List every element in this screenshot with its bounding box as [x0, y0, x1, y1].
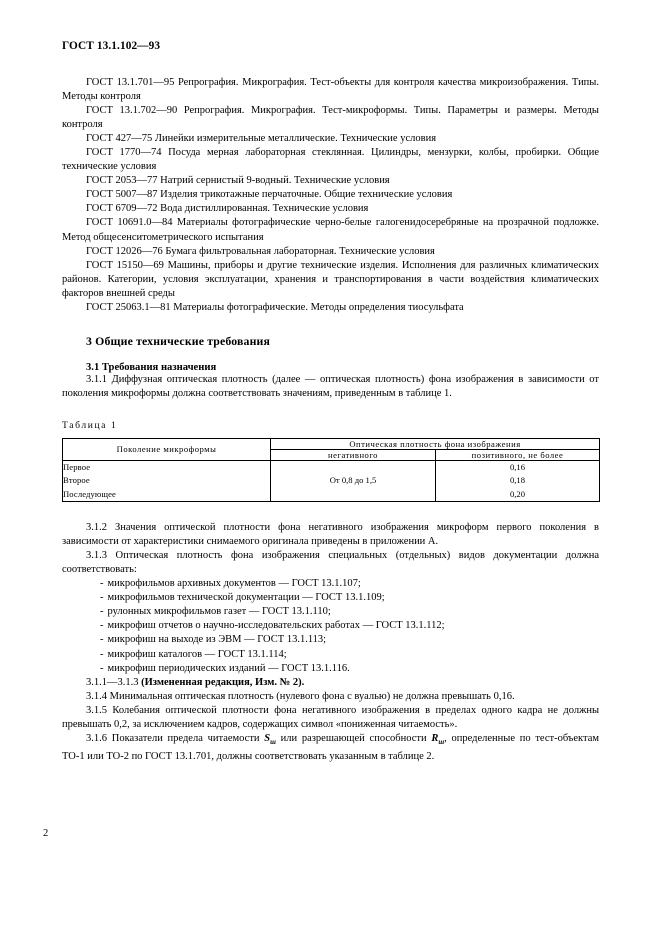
- symbol-resolution: [431, 733, 444, 744]
- subsection-heading: 3.1 Требования назначения: [86, 361, 217, 373]
- list-item-label: микрофильмов архивных документов — ГОСТ 13.1.107;: [107, 578, 361, 590]
- clause-text-part: 3.1.6 Показатели предела читаемости: [86, 732, 265, 744]
- spacer: [62, 431, 599, 438]
- dash-marker: -: [100, 606, 104, 618]
- list-item: [62, 648, 599, 662]
- list-item-label: микрофиш периодических изданий — ГОСТ 13.1.116.: [107, 662, 350, 674]
- symbol-readability-limit: [264, 733, 276, 744]
- table-header-group: Оптическая плотность фона изображения: [271, 438, 600, 449]
- clause-3-1-3: 3.1.3 Оптическая плотность фона изображения специальных (отдельных) видов документации должна соответствовать:: [62, 550, 599, 576]
- dash-marker: -: [100, 634, 104, 646]
- clause-3-1-1: 3.1.1 Диффузная оптическая плотность (далее — оптическая плотность) фона изображения в зависимости от поколения микроформы должна соответствовать значениям, приведенным в таблице 1.: [62, 373, 599, 399]
- clause-text-part: , определенные по тест-объектам ТО-1 или ТО-2 по ГОСТ 13.1.701, должны соответствовать указанным в таблице 2.: [62, 732, 599, 762]
- list-item: [62, 577, 599, 591]
- table-row: [63, 460, 600, 501]
- documentation-type-list: [62, 577, 599, 675]
- generation-label: Второе: [63, 475, 90, 486]
- table-caption: Таблица 1: [62, 419, 118, 431]
- reference-item: ГОСТ 15150—69 Машины, приборы и другие технические изделия. Исполнения для различных климатических районов. Категории, условия эксплуатации, хранения и транспортирования в части воздействия климатических факторов внешней среды: [62, 259, 599, 299]
- clause-3-1-5: 3.1.5 Колебания оптической плотности фона негативного изображения в пределах одного кадра не должны превышать 0,2, за исключением кадров, содержащих символ «пониженная читаемость».: [62, 704, 599, 730]
- reference-item: ГОСТ 1770—74 Посуда мерная лабораторная стеклянная. Цилиндры, мензурки, колбы, пробирки. Общие технические условия: [62, 147, 599, 173]
- reference-item: ГОСТ 6709—72 Вода дистиллированная. Технические условия: [86, 203, 369, 215]
- spacer: [62, 349, 599, 362]
- positive-value: 0,16: [509, 461, 526, 472]
- list-item-label: микрофильмов технической документации — ГОСТ 13.1.109;: [107, 592, 385, 604]
- dash-marker: -: [100, 578, 104, 590]
- list-item-label: микрофиш на выходе из ЭВМ — ГОСТ 13.1.113;: [107, 634, 327, 646]
- clause-3-1-6: [62, 732, 599, 764]
- reference-item: ГОСТ 427—75 Линейки измерительные металлические. Технические условия: [86, 133, 437, 145]
- spacer: [62, 315, 599, 334]
- list-item: [62, 662, 599, 676]
- reference-item: ГОСТ 13.1.702—90 Репрография. Микрография. Тест-микроформы. Типы. Параметры и размеры. Методы контроля: [62, 105, 599, 131]
- clause-revision-note: [62, 676, 599, 690]
- symbol-base: S: [264, 732, 271, 744]
- dash-marker: -: [100, 648, 104, 660]
- list-item: [62, 619, 599, 633]
- clause-range: 3.1.1—3.1.3: [86, 676, 139, 688]
- dash-marker: -: [100, 620, 104, 632]
- spacer: [62, 502, 599, 521]
- clause-3-1-2: 3.1.2 Значения оптической плотности фона негативного изображения микроформ первого поколения в зависимости от характеристики снимаемого оригинала приведены в приложении А.: [62, 522, 599, 548]
- table-header-positive: позитивного, не более: [436, 449, 600, 460]
- table-cell-generations: [63, 460, 271, 501]
- reference-item: ГОСТ 25063.1—81 Материалы фотографические. Методы определения тиосульфата: [86, 301, 464, 313]
- table-cell-positive: [436, 460, 600, 501]
- generation-label: Первое: [63, 461, 91, 472]
- clause-3-1-4: 3.1.4 Минимальная оптическая плотность (нулевого фона с вуалью) не должна превышать 0,16.: [86, 690, 515, 702]
- dash-marker: -: [100, 662, 104, 674]
- list-item-label: микрофиш отчетов о научно-исследовательских работах — ГОСТ 13.1.112;: [107, 620, 445, 632]
- running-header: ГОСТ 13.1.102—93: [62, 40, 161, 52]
- reference-item: ГОСТ 13.1.701—95 Репрография. Микрография. Тест-объекты для контроля качества микроизображения. Типы. Методы контроля: [62, 77, 599, 103]
- clause-text-part: или разрешающей способности: [275, 732, 432, 744]
- section-heading: 3 Общие технические требования: [86, 333, 271, 348]
- reference-item: ГОСТ 10691.0—84 Материалы фотографические черно-белые галогенидосеребряные на прозрачной подложке. Метод общесенситометрического испытания: [62, 217, 599, 243]
- table-header-generation: Поколение микроформы: [63, 438, 271, 460]
- list-item-label: рулонных микрофильмов газет — ГОСТ 13.1.110;: [107, 606, 331, 618]
- page-number: 2: [43, 828, 49, 839]
- reference-item: ГОСТ 12026—76 Бумага фильтровальная лабораторная. Технические условия: [86, 245, 435, 257]
- list-item: [62, 591, 599, 605]
- table-header-row-1: [63, 438, 600, 449]
- table-header-negative: негативного: [271, 449, 436, 460]
- positive-value: 0,18: [509, 475, 526, 486]
- symbol-subscript: ш: [438, 738, 445, 746]
- revision-label: (Измененная редакция, Изм. № 2).: [141, 676, 305, 688]
- document-body: [62, 76, 599, 764]
- list-item: [62, 633, 599, 647]
- optical-density-table: [62, 438, 600, 502]
- list-item-label: микрофиш каталогов — ГОСТ 13.1.114;: [107, 648, 287, 660]
- symbol-base: R: [431, 732, 439, 744]
- generation-label: Последующее: [63, 488, 116, 499]
- dash-marker: -: [100, 592, 104, 604]
- symbol-subscript: ш: [270, 738, 276, 746]
- reference-item: ГОСТ 2053—77 Натрий сернистый 9-водный. Технические условия: [86, 175, 390, 187]
- positive-value: 0,20: [509, 488, 526, 499]
- list-item: [62, 605, 599, 619]
- reference-item: ГОСТ 5007—87 Изделия трикотажные перчаточные. Общие технические условия: [86, 189, 453, 201]
- spacer: [62, 401, 599, 420]
- table-cell-negative: От 0,8 до 1,5: [271, 460, 436, 501]
